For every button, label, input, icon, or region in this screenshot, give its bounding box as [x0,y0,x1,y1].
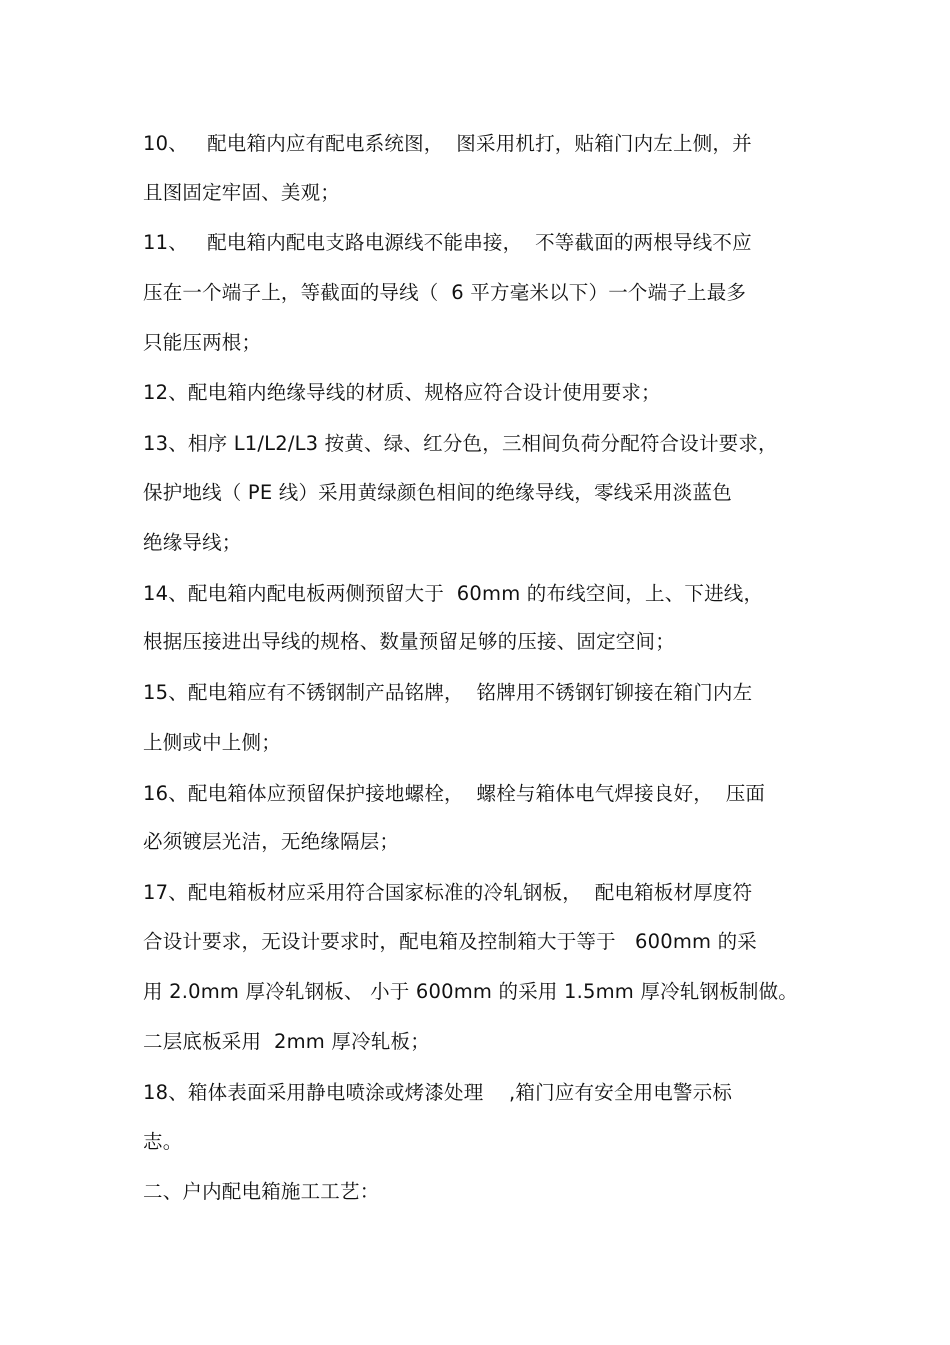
text-line: 13、相序 L1/L2/L3 按黄、绿、红分色，三相间负荷分配符合设计要求， [143,432,778,455]
text-line: 10、 配电箱内应有配电系统图， 图采用机打，贴箱门内左上侧，并 [143,132,752,155]
text-line: 14、配电箱内配电板两侧预留大于 60mm 的布线空间，上、下进线， [143,582,764,605]
text-line: 且图固定牢固、美观； [143,181,341,204]
text-line: 15、配电箱应有不锈钢制产品铭牌， 铭牌用不锈钢钉铆接在箱门内左 [143,681,753,704]
text-line: 18、箱体表面采用静电喷涂或烤漆处理 ,箱门应有安全用电警示标 [143,1081,733,1104]
section-heading: 二、户内配电箱施工工艺： [143,1180,380,1203]
text-line: 绝缘导线； [143,531,242,554]
text-line: 志。 [143,1130,183,1153]
text-line: 合设计要求，无设计要求时，配电箱及控制箱大于等于 600mm 的采 [143,930,758,953]
text-line: 只能压两根； [143,331,262,354]
text-line: 上侧或中上侧； [143,731,281,754]
text-line: 用 2.0mm 厚冷轧钢板、 小于 600mm 的采用 1.5mm 厚冷轧钢板制做。 [143,980,799,1003]
text-line: 12、配电箱内绝缘导线的材质、规格应符合设计使用要求； [143,381,661,404]
text-line: 必须镀层光洁，无绝缘隔层； [143,830,400,853]
text-line: 二层底板采用 2mm 厚冷轧板； [143,1030,430,1053]
text-line: 16、配电箱体应预留保护接地螺栓， 螺栓与箱体电气焊接良好， 压面 [143,782,766,805]
text-line: 17、配电箱板材应采用符合国家标准的冷轧钢板， 配电箱板材厚度符 [143,881,753,904]
text-line: 根据压接进出导线的规格、数量预留足够的压接、固定空间； [143,630,675,653]
text-line: 11、 配电箱内配电支路电源线不能串接， 不等截面的两根导线不应 [143,231,752,254]
text-line: 保护地线（ PE 线）采用黄绿颜色相间的绝缘导线，零线采用淡蓝色 [143,481,732,504]
text-line: 压在一个端子上，等截面的导线（ 6 平方毫米以下）一个端子上最多 [143,281,747,304]
